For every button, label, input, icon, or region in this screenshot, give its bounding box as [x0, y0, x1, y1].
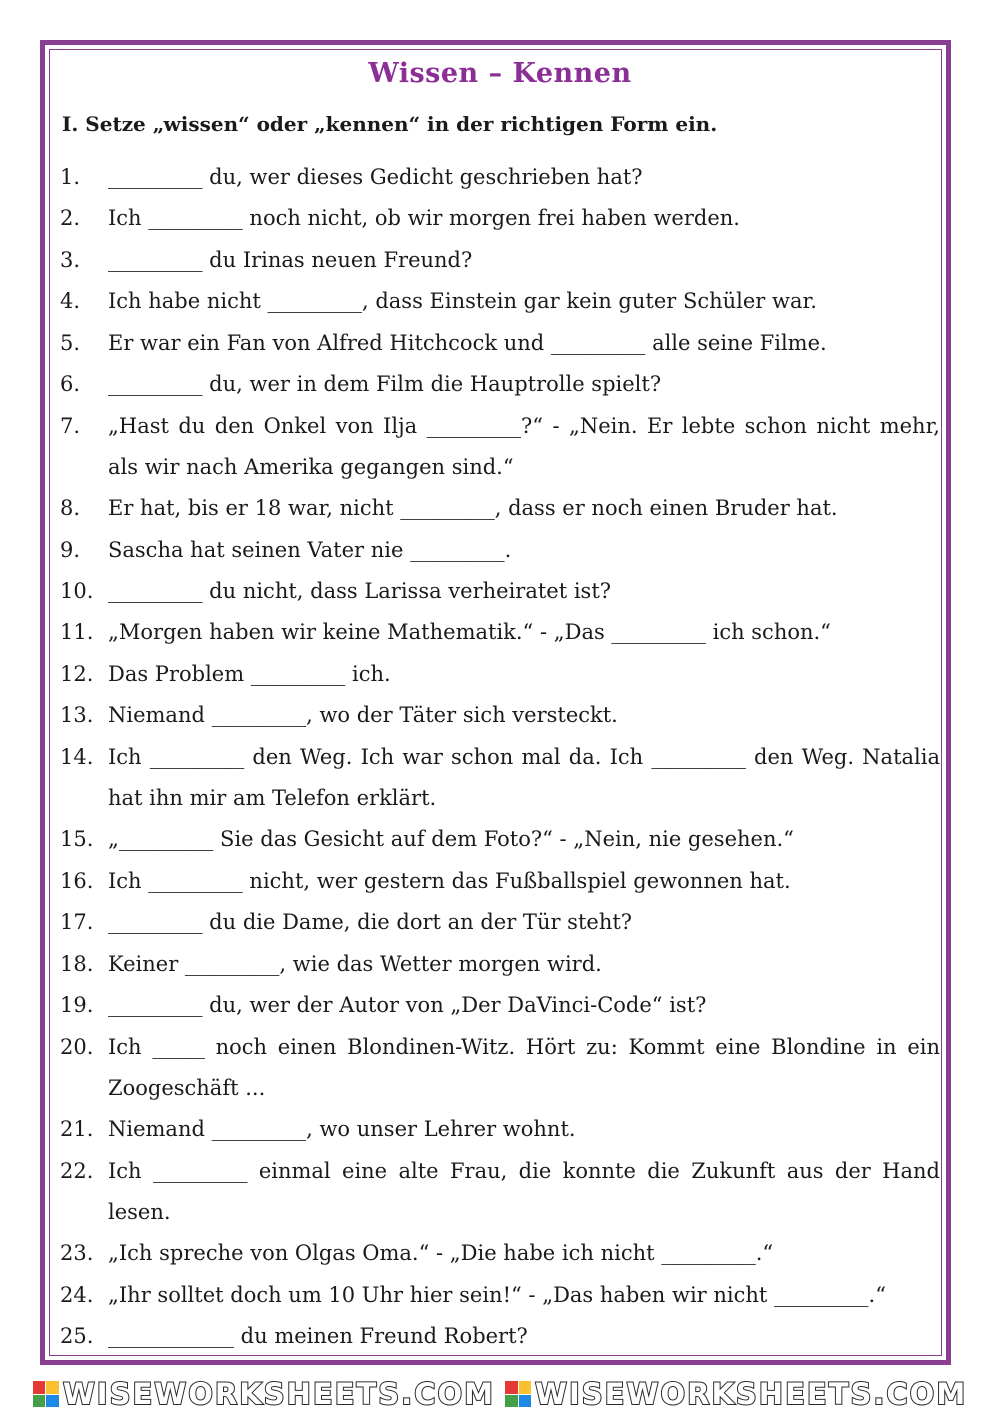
- logo-square: [519, 1381, 532, 1394]
- exercise-item: [60, 1027, 940, 1109]
- exercise-item: [60, 985, 940, 1026]
- item-number: 8.: [60, 496, 81, 520]
- item-number: 25.: [60, 1324, 94, 1348]
- item-text: „_________ Sie das Gesicht auf dem Foto?“ - „Nein, nie gesehen.“: [108, 827, 794, 851]
- item-number: 12.: [60, 662, 94, 686]
- exercise-item: [60, 571, 940, 612]
- item-text: Sascha hat seinen Vater nie _________.: [108, 538, 512, 562]
- exercise-item: [60, 1109, 940, 1150]
- exercise-item: [60, 695, 940, 736]
- item-number: 14.: [60, 745, 94, 769]
- item-number: 19.: [60, 993, 94, 1017]
- logo-icon: [505, 1381, 531, 1407]
- item-text: Ich _____ noch einen Blondinen-Witz. Hört zu: Kommt eine Blondine in ein Zoogeschäft ...: [108, 1035, 940, 1100]
- item-text: Das Problem _________ ich.: [108, 662, 391, 686]
- exercise-instruction: I. Setze „wissen“ oder „kennen“ in der richtigen Form ein.: [62, 112, 718, 136]
- footer-logo: [33, 1377, 495, 1411]
- item-text: Ich _________ den Weg. Ich war schon mal da. Ich _________ den Weg. Natalia hat ihn mir am Telefon erklärt.: [108, 745, 940, 810]
- exercise-item: [60, 861, 940, 902]
- item-number: 1.: [60, 165, 81, 189]
- item-number: 9.: [60, 538, 81, 562]
- exercise-item: [60, 240, 940, 281]
- item-number: 23.: [60, 1241, 94, 1265]
- item-number: 11.: [60, 620, 94, 644]
- item-number: 5.: [60, 331, 81, 355]
- item-text: „Ihr solltet doch um 10 Uhr hier sein!“ - „Das haben wir nicht _________.“: [108, 1283, 886, 1307]
- exercise-item: [60, 737, 940, 819]
- logo-square: [46, 1395, 59, 1408]
- logo-square: [505, 1381, 518, 1394]
- exercise-item: [60, 944, 940, 985]
- item-number: 17.: [60, 910, 94, 934]
- item-text: _________ du, wer in dem Film die Hauptrolle spielt?: [108, 372, 662, 396]
- item-text: Er war ein Fan von Alfred Hitchcock und _________ alle seine Filme.: [108, 331, 827, 355]
- logo-square: [519, 1395, 532, 1408]
- item-number: 13.: [60, 703, 94, 727]
- item-number: 4.: [60, 289, 81, 313]
- item-number: 6.: [60, 372, 81, 396]
- item-number: 10.: [60, 579, 94, 603]
- exercise-item: [60, 1275, 940, 1316]
- item-number: 20.: [60, 1035, 94, 1059]
- item-text: „Hast du den Onkel von Ilja _________?“ - „Nein. Er lebte schon nicht mehr, als wir nach Amerika gegangen sind.“: [108, 414, 940, 479]
- footer-logo: [505, 1377, 967, 1411]
- item-text: „Morgen haben wir keine Mathematik.“ - „Das _________ ich schon.“: [108, 620, 831, 644]
- logo-icon: [33, 1381, 59, 1407]
- item-number: 7.: [60, 414, 81, 438]
- item-text: Ich habe nicht _________, dass Einstein gar kein guter Schüler war.: [108, 289, 817, 313]
- logo-square: [46, 1381, 59, 1394]
- logo-square: [33, 1395, 46, 1408]
- exercise-item: [60, 902, 940, 943]
- item-text: _________ du nicht, dass Larissa verheiratet ist?: [108, 579, 612, 603]
- logo-text: WISEWORKSHEETS.COM: [62, 1377, 495, 1411]
- item-text: Ich _________ nicht, wer gestern das Fußballspiel gewonnen hat.: [108, 869, 791, 893]
- item-number: 16.: [60, 869, 94, 893]
- exercise-item: [60, 530, 940, 571]
- item-text: _________ du die Dame, die dort an der Tür steht?: [108, 910, 633, 934]
- exercise-item: [60, 654, 940, 695]
- item-number: 3.: [60, 248, 81, 272]
- exercise-item: [60, 406, 940, 488]
- item-text: Ich _________ noch nicht, ob wir morgen frei haben werden.: [108, 206, 740, 230]
- item-text: Keiner _________, wie das Wetter morgen wird.: [108, 952, 602, 976]
- item-text: ____________ du meinen Freund Robert?: [108, 1324, 528, 1348]
- exercise-item: [60, 198, 940, 239]
- item-text: Niemand _________, wo unser Lehrer wohnt.: [108, 1117, 576, 1141]
- logo-text: WISEWORKSHEETS.COM: [535, 1377, 968, 1411]
- exercise-item: [60, 488, 940, 529]
- exercise-item: [60, 323, 940, 364]
- exercise-item: [60, 1316, 940, 1357]
- item-number: 15.: [60, 827, 94, 851]
- item-number: 22.: [60, 1159, 94, 1183]
- exercise-item: [60, 819, 940, 860]
- exercise-item: [60, 157, 940, 198]
- exercise-item: [60, 364, 940, 405]
- item-text: _________ du, wer der Autor von „Der DaVinci-Code“ ist?: [108, 993, 707, 1017]
- item-number: 24.: [60, 1283, 94, 1307]
- footer-watermark: [0, 1377, 1000, 1411]
- exercise-item: [60, 281, 940, 322]
- item-text: Ich _________ einmal eine alte Frau, die konnte die Zukunft aus der Hand lesen.: [108, 1159, 940, 1224]
- item-text: _________ du, wer dieses Gedicht geschrieben hat?: [108, 165, 643, 189]
- worksheet-title: Wissen – Kennen: [368, 58, 632, 89]
- item-number: 18.: [60, 952, 94, 976]
- item-text: Niemand _________, wo der Täter sich versteckt.: [108, 703, 618, 727]
- item-text: Er hat, bis er 18 war, nicht _________, dass er noch einen Bruder hat.: [108, 496, 838, 520]
- item-text: _________ du Irinas neuen Freund?: [108, 248, 473, 272]
- item-number: 21.: [60, 1117, 94, 1141]
- exercise-item: [60, 1151, 940, 1233]
- item-text: „Ich spreche von Olgas Oma.“ - „Die habe ich nicht _________.“: [108, 1241, 774, 1265]
- exercise-item: [60, 612, 940, 653]
- item-number: 2.: [60, 206, 81, 230]
- exercise-item: [60, 1233, 940, 1274]
- logo-square: [33, 1381, 46, 1394]
- logo-square: [505, 1395, 518, 1408]
